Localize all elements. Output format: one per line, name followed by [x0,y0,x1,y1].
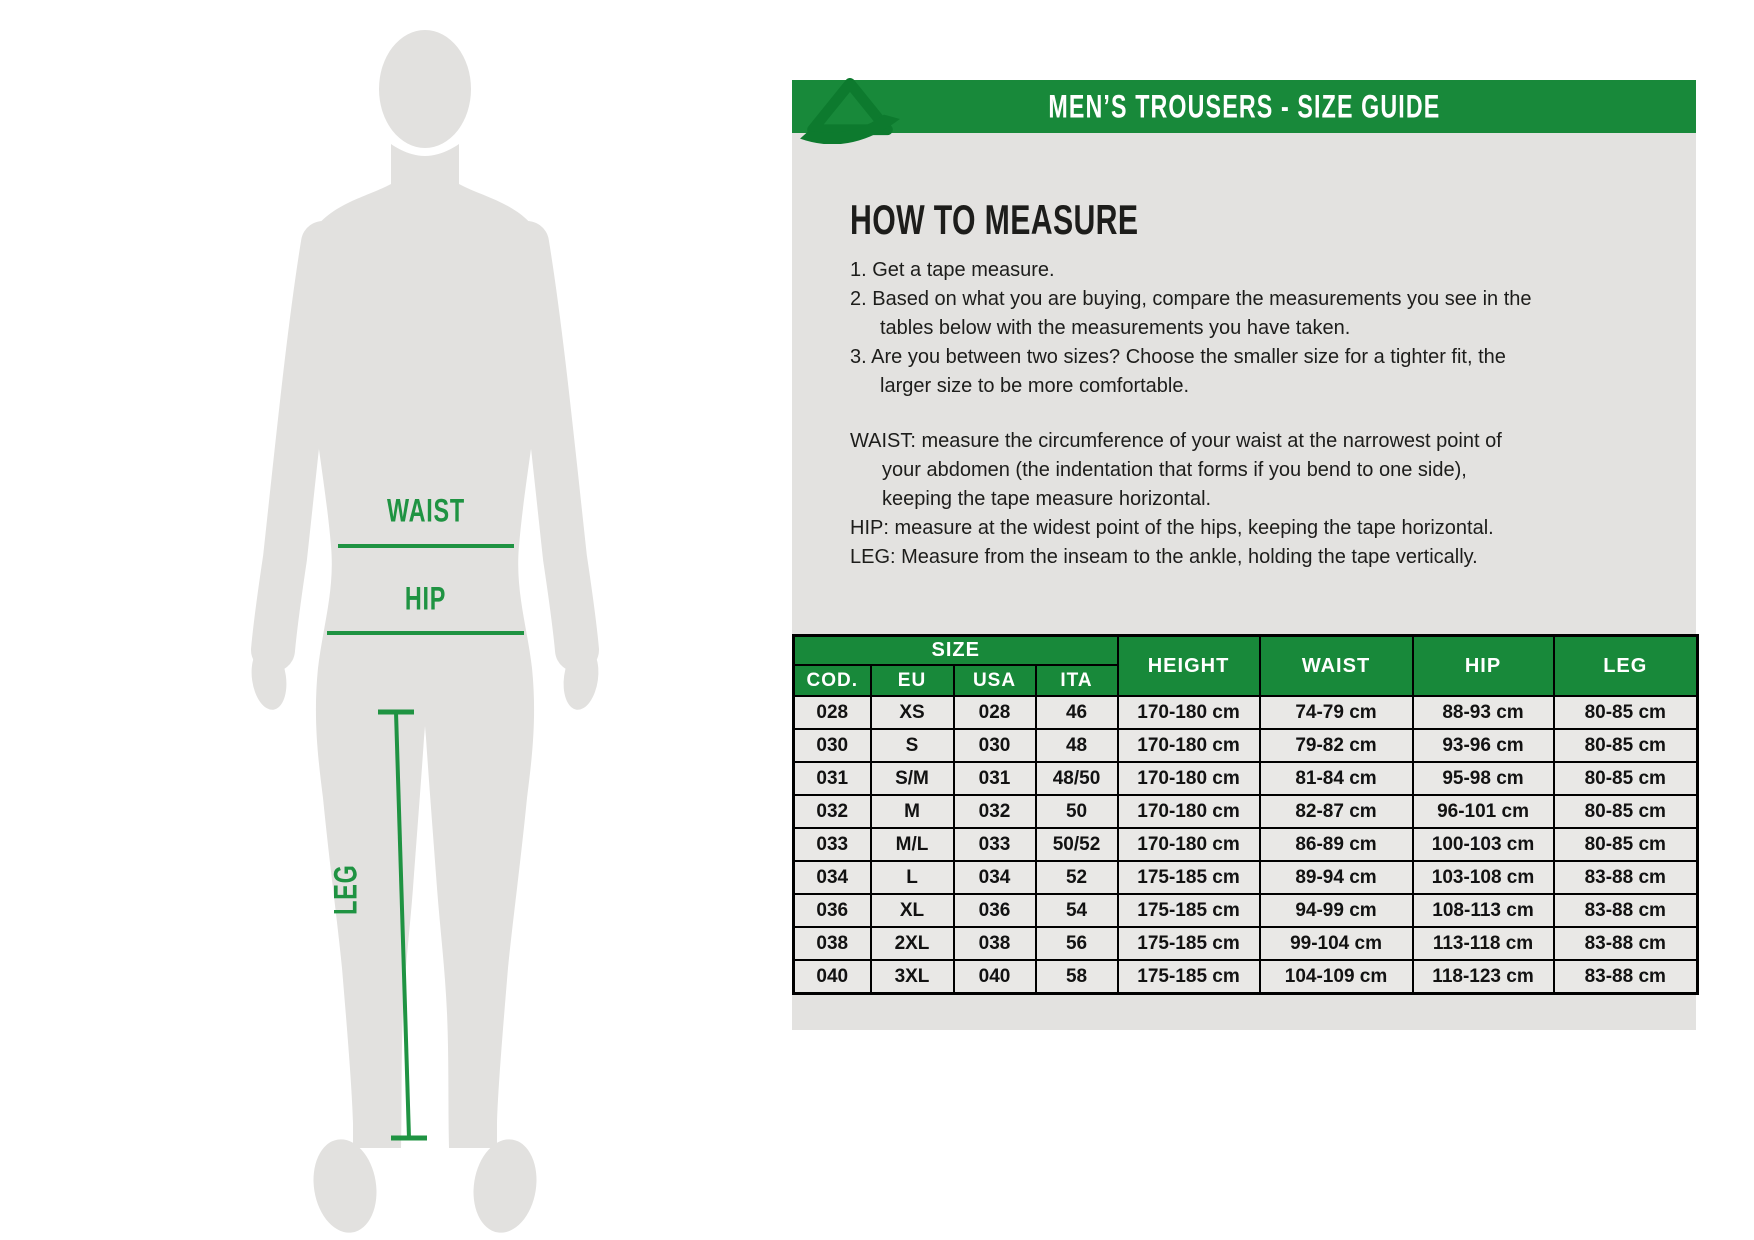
table-cell: 81-84 cm [1260,762,1413,795]
table-cell: 038 [794,927,871,960]
table-cell: 74-79 cm [1260,696,1413,729]
table-cell: 170-180 cm [1118,696,1260,729]
table-cell: 83-88 cm [1554,861,1698,894]
table-cell: 83-88 cm [1554,927,1698,960]
table-row [794,795,1698,828]
table-cell: S/M [871,762,954,795]
table-cell: 031 [954,762,1036,795]
table-cell: 033 [794,828,871,861]
table-cell: 034 [954,861,1036,894]
table-cell: 80-85 cm [1554,696,1698,729]
table-cell: 038 [954,927,1036,960]
table-cell: 54 [1036,894,1118,927]
table-cell: 100-103 cm [1413,828,1554,861]
table-cell: 48 [1036,729,1118,762]
table-cell: 036 [794,894,871,927]
table-cell: 028 [954,696,1036,729]
table-cell: XL [871,894,954,927]
table-cell: M/L [871,828,954,861]
table-cell: 170-180 cm [1118,828,1260,861]
col-header-usa: USA [954,665,1036,696]
hip-measure-line [327,631,524,635]
table-row [794,861,1698,894]
col-header-waist: WAIST [1260,636,1413,697]
table-cell: 033 [954,828,1036,861]
col-header-leg: LEG [1554,636,1698,697]
table-cell: 175-185 cm [1118,927,1260,960]
table-cell: 2XL [871,927,954,960]
size-table-header [794,636,1698,697]
leg-measure-line [370,705,440,1145]
col-header-eu: EU [871,665,954,696]
table-cell: 94-99 cm [1260,894,1413,927]
table-cell: 99-104 cm [1260,927,1413,960]
col-header-hip: HIP [1413,636,1554,697]
table-cell: XS [871,696,954,729]
col-header-ita: ITA [1036,665,1118,696]
table-cell: 88-93 cm [1413,696,1554,729]
table-cell: 170-180 cm [1118,729,1260,762]
table-cell: 175-185 cm [1118,861,1260,894]
table-cell: 113-118 cm [1413,927,1554,960]
table-row [794,927,1698,960]
table-cell: 52 [1036,861,1118,894]
table-cell: 96-101 cm [1413,795,1554,828]
leg-annotation-label: LEG [328,864,365,916]
waist-definition: WAIST: measure the circumference of your waist at the narrowest point of your abdomen (the indentation that forms if you bend to one side), keeping the tape measure horizontal. [850,430,1502,510]
table-cell: 93-96 cm [1413,729,1554,762]
table-cell: 80-85 cm [1554,828,1698,861]
table-row [794,894,1698,927]
table-cell: 032 [794,795,871,828]
table-cell: 030 [954,729,1036,762]
measure-step: 3. Are you between two sizes? Choose the smaller size for a tighter fit, the larger size to be more comfortable. [850,346,1506,397]
table-cell: 95-98 cm [1413,762,1554,795]
table-cell: 175-185 cm [1118,894,1260,927]
table-row [794,828,1698,861]
acerbis-logo-icon [800,78,900,144]
measure-definitions [850,427,1540,572]
table-cell: 82-87 cm [1260,795,1413,828]
table-cell: 034 [794,861,871,894]
table-cell: 83-88 cm [1554,960,1698,994]
table-cell: 86-89 cm [1260,828,1413,861]
table-cell: 56 [1036,927,1118,960]
page-title: MEN’S TROUSERS - SIZE GUIDE [1047,87,1441,125]
table-cell: 50 [1036,795,1118,828]
title-bar [792,80,1696,133]
table-cell: 108-113 cm [1413,894,1554,927]
table-row [794,729,1698,762]
table-cell: 175-185 cm [1118,960,1260,994]
table-cell: 58 [1036,960,1118,994]
table-cell: S [871,729,954,762]
table-row [794,960,1698,994]
size-table [792,634,1699,995]
table-cell: 80-85 cm [1554,795,1698,828]
hip-annotation-label: HIP [404,581,447,618]
table-cell: 170-180 cm [1118,762,1260,795]
how-to-measure-section [850,198,1540,572]
table-cell: 89-94 cm [1260,861,1413,894]
table-cell: L [871,861,954,894]
waist-annotation-label: WAIST [387,493,465,530]
table-row [794,762,1698,795]
table-cell: 030 [794,729,871,762]
table-cell: 031 [794,762,871,795]
table-cell: 83-88 cm [1554,894,1698,927]
table-cell: 50/52 [1036,828,1118,861]
table-row [794,696,1698,729]
measure-step: 1. Get a tape measure. [850,259,1055,281]
how-to-measure-heading: HOW TO MEASURE [850,196,1139,243]
measure-step: 2. Based on what you are buying, compare the measurements you see in the tables below with the measurements you have taken. [850,288,1532,339]
table-cell: 79-82 cm [1260,729,1413,762]
table-cell: 040 [954,960,1036,994]
table-cell: 80-85 cm [1554,762,1698,795]
table-cell: 103-108 cm [1413,861,1554,894]
table-cell: 170-180 cm [1118,795,1260,828]
table-cell: 3XL [871,960,954,994]
table-cell: 028 [794,696,871,729]
table-cell: 036 [954,894,1036,927]
table-cell: 48/50 [1036,762,1118,795]
size-guide-panel [792,80,1696,1030]
leg-definition: LEG: Measure from the inseam to the ankle, holding the tape vertically. [850,546,1478,568]
size-group-header: SIZE [794,636,1118,666]
table-cell: 040 [794,960,871,994]
waist-measure-line [338,544,514,548]
table-cell: 032 [954,795,1036,828]
table-cell: 46 [1036,696,1118,729]
col-header-cod: COD. [794,665,871,696]
hip-definition: HIP: measure at the widest point of the hips, keeping the tape horizontal. [850,517,1494,539]
table-cell: 80-85 cm [1554,729,1698,762]
table-cell: 104-109 cm [1260,960,1413,994]
col-header-height: HEIGHT [1118,636,1260,697]
measure-steps [850,256,1540,401]
table-cell: M [871,795,954,828]
table-cell: 118-123 cm [1413,960,1554,994]
size-table-body [794,696,1698,994]
